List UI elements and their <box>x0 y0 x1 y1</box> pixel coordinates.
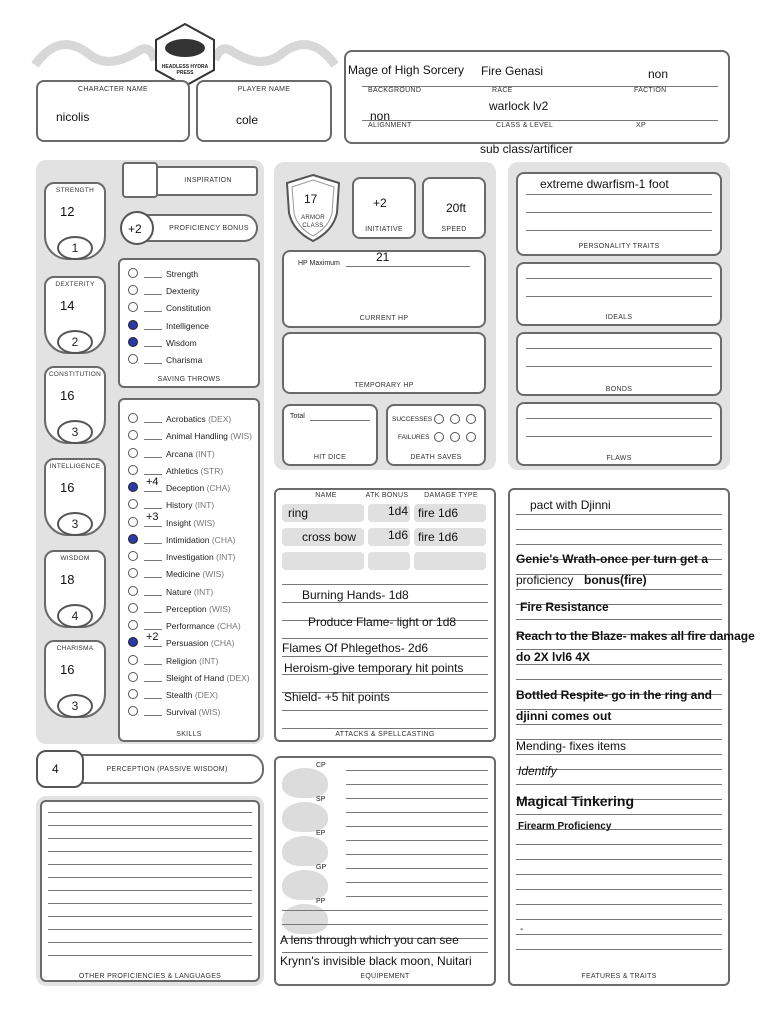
coin-pp[interactable] <box>282 904 328 934</box>
spell-note-1: Produce Flame- light or 1d8 <box>308 615 457 629</box>
coin-label-1: SP <box>316 796 326 803</box>
skill-proficiency-11[interactable] <box>128 603 138 613</box>
attacks-name-header: NAME <box>315 492 337 499</box>
coin-label-2: EP <box>316 830 326 837</box>
skill-ability-13: (CHA) <box>210 638 235 649</box>
successes-label: SUCCESSES <box>392 416 433 423</box>
ability-label-4: WISDOM <box>60 555 90 562</box>
success-3[interactable] <box>466 414 476 424</box>
skill-row-6 <box>166 518 215 528</box>
feature-item-2: Genie's Wrath-once per turn get a <box>516 552 708 566</box>
attack-bonus-0: 1d4 <box>388 504 409 518</box>
ability-mod-3[interactable]: 3 <box>57 512 93 536</box>
skill-name-14: Religion <box>166 655 197 666</box>
ability-score-3: 16 <box>60 480 75 495</box>
ability-label-1: DEXTERITY <box>55 281 95 288</box>
attack-damage-1: fire 1d6 <box>418 530 459 544</box>
skill-row-3 <box>166 466 223 476</box>
coin-label-3: GP <box>316 864 327 871</box>
skill-name-5: History <box>166 500 193 511</box>
initiative-label: INITIATIVE <box>365 226 403 233</box>
skill-row-9 <box>166 569 224 579</box>
feature-item-13: Firearm Proficiency <box>518 821 612 832</box>
skill-ability-6: (WIS) <box>193 517 216 528</box>
passive-perception-label: PERCEPTION (PASSIVE WISDOM) <box>106 766 228 773</box>
feature-item-12: Magical Tinkering <box>516 793 634 809</box>
skill-name-12: Performance <box>166 621 215 631</box>
alignment-value: non <box>370 109 391 123</box>
skill-row-15 <box>166 673 250 683</box>
skill-ability-5: (INT) <box>194 500 215 511</box>
coin-cp[interactable] <box>282 768 328 798</box>
hp-max-value: 21 <box>376 250 390 264</box>
temp-hp-label: TEMPORARY HP <box>354 382 414 389</box>
background-label: BACKGROUND <box>368 87 422 94</box>
save-proficiency-0[interactable] <box>128 268 138 278</box>
coin-ep[interactable] <box>282 836 328 866</box>
spell-note-0: Burning Hands- 1d8 <box>302 588 409 602</box>
skill-proficiency-16[interactable] <box>128 689 138 699</box>
attack-damage-field-2[interactable] <box>414 552 486 570</box>
feature-item-14: - <box>520 924 524 935</box>
skill-name-13: Persuasion <box>166 638 209 649</box>
skill-ability-10: (INT) <box>193 586 214 597</box>
current-hp-label: CURRENT HP <box>359 315 409 322</box>
spell-note-4: Shield- +5 hit points <box>284 690 390 704</box>
skill-ability-1: (WIS) <box>230 431 252 442</box>
alignment-label: ALIGNMENT <box>368 122 412 129</box>
class-level-label: CLASS & LEVEL <box>496 122 554 129</box>
feature-item-3: proficiency <box>516 573 574 587</box>
skill-proficiency-12[interactable] <box>128 620 138 630</box>
skill-ability-0: (DEX) <box>208 414 232 424</box>
skills-label: SKILLS <box>176 731 202 738</box>
feature-item-9: djinni comes out <box>516 709 612 723</box>
background-value: Mage of High Sorcery <box>348 63 465 77</box>
skill-ability-2: (INT) <box>195 448 215 459</box>
skill-ability-3: (STR) <box>200 465 224 476</box>
subclass-note: sub class/artificer <box>480 142 573 156</box>
ability-label-5: CHARISMA <box>56 645 94 652</box>
ability-score-1: 14 <box>60 298 75 313</box>
feature-item-11: Identify <box>518 764 557 778</box>
inspiration-checkbox[interactable] <box>122 162 158 198</box>
skill-row-13 <box>166 638 235 648</box>
speed-label: SPEED <box>441 226 467 233</box>
save-name-0: Strength <box>166 269 199 279</box>
skill-name-7: Intimidation <box>166 534 210 545</box>
skill-name-4: Deception <box>166 483 205 493</box>
skill-name-6: Insight <box>166 517 192 528</box>
features-label: FEATURES & TRAITS <box>581 973 657 980</box>
xp-label: XP <box>636 122 646 129</box>
hit-dice-label: HIT DICE <box>313 454 347 461</box>
skill-proficiency-7[interactable] <box>128 534 138 544</box>
skill-proficiency-3[interactable] <box>128 465 138 475</box>
skill-proficiency-0[interactable] <box>128 413 138 423</box>
skill-proficiency-6[interactable] <box>128 517 138 527</box>
race-label: RACE <box>492 87 513 94</box>
coin-label-4: PP <box>316 898 326 905</box>
skill-name-0: Acrobatics <box>166 414 206 424</box>
other-proficiencies-label: OTHER PROFICIENCIES & LANGUAGES <box>78 973 222 980</box>
skill-proficiency-15[interactable] <box>128 672 138 682</box>
skill-ability-17: (WIS) <box>198 707 221 718</box>
flaws-label: FLAWS <box>606 455 632 462</box>
faction-label: FACTION <box>634 87 667 94</box>
feature-item-6: Reach to the Blaze- makes all fire damage <box>516 629 755 643</box>
success-2[interactable] <box>450 414 460 424</box>
coin-sp[interactable] <box>282 802 328 832</box>
skill-ability-16: (DEX) <box>194 690 218 700</box>
death-saves-label: DEATH SAVES <box>410 454 462 461</box>
skill-name-1: Animal Handling <box>166 431 228 442</box>
skill-ability-15: (DEX) <box>226 672 250 683</box>
coin-label-0: CP <box>316 762 326 769</box>
skill-ability-14: (INT) <box>199 655 219 666</box>
save-name-1: Dexterity <box>166 286 200 297</box>
save-proficiency-5[interactable] <box>128 354 138 364</box>
skill-row-5 <box>166 500 214 510</box>
ability-score-0: 12 <box>60 204 75 219</box>
skill-name-10: Nature <box>166 586 192 597</box>
initiative-value: +2 <box>373 196 387 210</box>
ability-label-0: STRENGTH <box>55 187 95 194</box>
ability-score-5: 16 <box>60 662 75 677</box>
bonds-label: BONDS <box>605 386 633 393</box>
ability-mod-2[interactable]: 3 <box>57 420 93 444</box>
ability-score-4: 18 <box>60 572 75 587</box>
armor-class-shield[interactable] <box>283 173 343 243</box>
publisher-logo <box>152 22 218 88</box>
ability-mod-4[interactable]: 4 <box>57 604 93 628</box>
skill-row-0 <box>166 414 231 424</box>
save-name-3: Intelligence <box>166 320 210 331</box>
skill-value-6: +3 <box>146 510 159 523</box>
hit-dice-total-label: Total <box>290 413 305 420</box>
skill-name-8: Investigation <box>166 552 214 562</box>
ability-score-2: 16 <box>60 388 75 403</box>
skill-ability-11: (WIS) <box>209 603 231 614</box>
equipment-line-1: A lens through which you can see <box>280 933 459 947</box>
coin-gp[interactable] <box>282 870 328 900</box>
skill-name-15: Sleight of Hand <box>166 672 225 683</box>
passive-perception-value: 4 <box>52 762 59 776</box>
personality-traits-value: extreme dwarfism-1 foot <box>540 177 669 191</box>
skill-row-7 <box>166 535 235 545</box>
skill-row-10 <box>166 587 213 597</box>
save-name-2: Constitution <box>166 303 211 314</box>
ability-mod-1[interactable]: 2 <box>57 330 93 354</box>
skill-proficiency-4[interactable] <box>128 482 138 492</box>
attack-damage-0: fire 1d6 <box>418 506 459 520</box>
skill-ability-12: (CHA) <box>217 621 241 631</box>
saving-throws-label: SAVING THROWS <box>157 376 221 383</box>
player-name-value: cole <box>236 113 259 127</box>
attack-bonus-field-2[interactable] <box>368 552 410 570</box>
skill-row-2 <box>166 449 215 459</box>
skill-ability-7: (CHA) <box>211 534 236 545</box>
feature-item-10: Mending- fixes items <box>516 739 627 753</box>
ability-label-3: INTELLIGENCE <box>49 463 101 470</box>
ability-mod-0[interactable]: 1 <box>57 236 93 260</box>
faction-value: non <box>648 67 669 81</box>
character-name-value: nicolis <box>56 110 90 124</box>
success-1[interactable] <box>434 414 444 424</box>
failure-2[interactable] <box>450 432 460 442</box>
skill-name-11: Perception <box>166 603 207 614</box>
hp-max-label: HP Maximum <box>298 260 340 267</box>
feature-item-1: pact with Djinni <box>530 498 611 512</box>
spell-note-2: Flames Of Phlegethos- 2d6 <box>282 641 429 655</box>
skill-value-13: +2 <box>146 631 159 644</box>
save-proficiency-3[interactable] <box>128 320 138 330</box>
save-proficiency-4[interactable] <box>128 337 138 347</box>
skill-row-8 <box>166 552 235 562</box>
skill-row-11 <box>166 604 231 614</box>
skill-name-17: Survival <box>166 707 197 718</box>
skill-proficiency-10[interactable] <box>128 586 138 596</box>
skill-proficiency-8[interactable] <box>128 551 138 561</box>
attack-name-1: cross bow <box>302 530 357 544</box>
skill-name-3: Athletics <box>166 465 199 476</box>
publisher-name: HEADLESS HYDRA PRESS <box>161 64 209 76</box>
passive-perception-hex[interactable] <box>36 750 84 788</box>
character-name-label: CHARACTER NAME <box>78 86 148 93</box>
attack-bonus-1: 1d6 <box>388 528 409 542</box>
failure-3[interactable] <box>466 432 476 442</box>
equipment-label: EQUIPEMENT <box>360 973 410 980</box>
skill-row-1 <box>166 431 252 441</box>
skill-row-14 <box>166 656 218 666</box>
proficiency-label: PROFICIENCY BONUS <box>169 225 249 232</box>
feature-item-7: do 2X lvl6 4X <box>516 650 591 664</box>
feature-item-5: Fire Resistance <box>520 600 609 614</box>
save-name-5: Charisma <box>166 355 203 365</box>
skill-ability-9: (WIS) <box>202 569 225 580</box>
inspiration-label: INSPIRATION <box>184 177 232 184</box>
speed-value: 20ft <box>446 201 467 215</box>
player-name-label: PLAYER NAME <box>237 86 291 93</box>
skill-ability-4: (CHA) <box>206 483 231 493</box>
skill-ability-8: (INT) <box>216 552 236 562</box>
skill-row-12 <box>166 621 241 631</box>
save-name-4: Wisdom <box>166 337 197 348</box>
failure-1[interactable] <box>434 432 444 442</box>
proficiency-value: +2 <box>128 222 142 236</box>
class-level-value: warlock lv2 <box>489 99 549 113</box>
personality-traits-label: PERSONALITY TRAITS <box>578 243 660 250</box>
skill-name-16: Stealth <box>166 690 193 700</box>
armor-class-value: 17 <box>304 192 318 206</box>
ability-mod-5[interactable]: 3 <box>57 694 93 718</box>
ability-label-2: CONSTITUTION <box>48 371 102 378</box>
attacks-damage-header: DAMAGE TYPE <box>424 492 478 499</box>
equipment-line-2: Krynn's invisible black moon, Nuitari <box>280 954 472 968</box>
spell-note-3: Heroism-give temporary hit points <box>284 661 464 675</box>
feature-item-4: bonus(fire) <box>584 573 647 587</box>
skill-name-2: Arcana <box>166 448 193 459</box>
armor-class-label: ARMOR CLASS <box>301 215 325 229</box>
ideals-label: IDEALS <box>605 314 633 321</box>
failures-label: FAILURES <box>398 434 430 441</box>
attacks-bonus-header: ATK BONUS <box>365 492 409 499</box>
skill-name-9: Medicine <box>166 569 201 580</box>
attack-name-field-2[interactable] <box>282 552 364 570</box>
skill-proficiency-14[interactable] <box>128 655 138 665</box>
skill-row-17 <box>166 707 220 717</box>
skill-value-4: +4 <box>146 476 159 488</box>
race-value: Fire Genasi <box>481 64 544 78</box>
skill-row-4 <box>166 483 230 493</box>
skill-proficiency-2[interactable] <box>128 448 138 458</box>
skill-row-16 <box>166 690 218 700</box>
attack-name-0: ring <box>288 506 309 520</box>
feature-item-8: Bottled Respite- go in the ring and <box>516 688 712 702</box>
attacks-label: ATTACKS & SPELLCASTING <box>335 731 435 738</box>
